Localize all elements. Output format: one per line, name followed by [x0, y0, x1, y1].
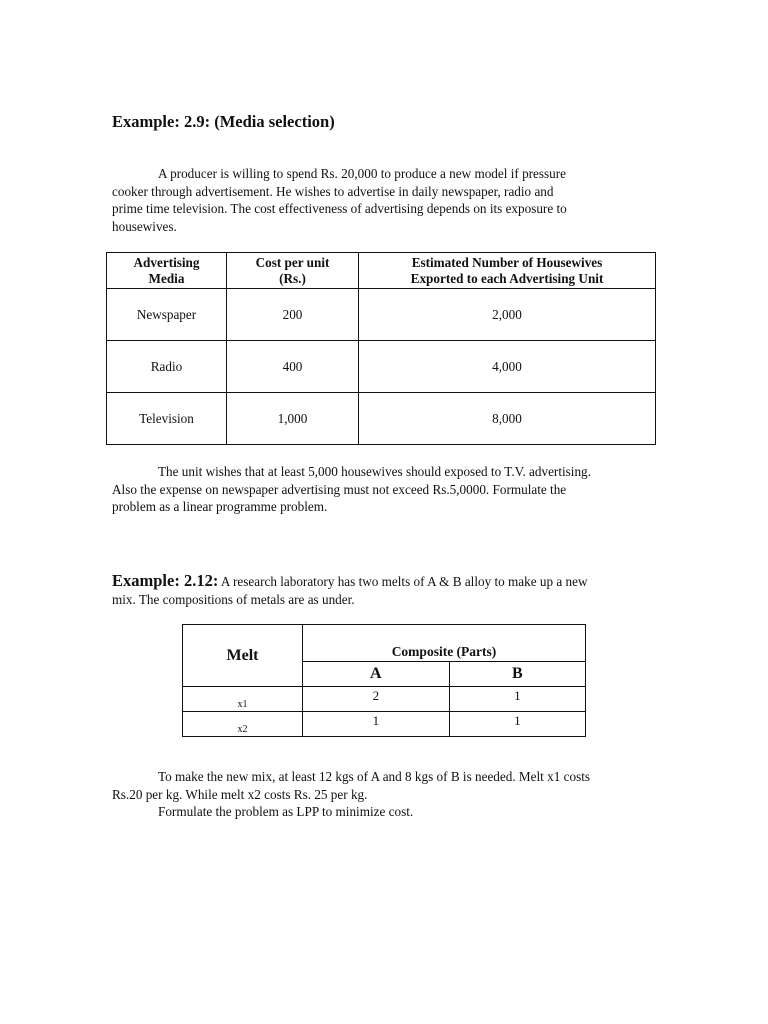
media-cost-table: [106, 252, 656, 445]
table-row: [107, 341, 656, 393]
header-advertising-media: Advertising Media: [107, 253, 227, 289]
example-2-12-requirements-text: [112, 768, 655, 821]
text-line: housewives.: [112, 218, 177, 234]
table-row: [107, 393, 656, 445]
cell-housewives: 8,000: [359, 393, 656, 445]
text-line: mix. The compositions of metals are as under.: [112, 591, 355, 607]
text-line: cooker through advertisement. He wishes to advertise in daily newspaper, radio and: [112, 183, 554, 199]
text-line: Rs.20 per kg. While melt x2 costs Rs. 25 per kg.: [112, 786, 368, 802]
text-line: The unit wishes that at least 5,000 housewives should exposed to T.V. advertising.: [158, 464, 591, 479]
cell-housewives: 2,000: [359, 289, 656, 341]
cell-melt-label: x1: [183, 687, 303, 712]
header-composite-parts: Composite (Parts): [303, 625, 586, 662]
example-2-12-heading: Example: 2.12:: [112, 571, 219, 590]
melt-composition-table: [182, 624, 586, 737]
cell-a: 1: [303, 712, 450, 737]
cell-cost: 1,000: [227, 393, 359, 445]
header-b: B: [449, 662, 585, 687]
table-header-row: [107, 253, 656, 289]
text-line: A research laboratory has two melts of A & B alloy to make up a new: [220, 574, 588, 589]
table-header-row: [183, 625, 586, 662]
cell-cost: 400: [227, 341, 359, 393]
cell-b: 1: [449, 712, 585, 737]
header-cost-per-unit: Cost per unit (Rs.): [227, 253, 359, 289]
example-2-9-heading: Example: 2.9: (Media selection): [112, 112, 335, 131]
example-2-12-intro: [112, 572, 655, 608]
text-line: To make the new mix, at least 12 kgs of A and 8 kgs of B is needed. Melt x1 costs: [158, 769, 590, 784]
text-line: problem as a linear programme problem.: [112, 499, 328, 514]
cell-housewives: 4,000: [359, 341, 656, 393]
table-row: [183, 687, 586, 712]
table-row: [107, 289, 656, 341]
cell-media: Television: [107, 393, 227, 445]
cell-melt-label: x2: [183, 712, 303, 737]
text-line: Formulate the problem as LPP to minimize cost.: [158, 804, 414, 819]
cell-media: Radio: [107, 341, 227, 393]
text-line: prime time television. The cost effectiveness of advertising depends on its exposure to: [112, 201, 567, 216]
example-2-9-constraints-text: [112, 463, 655, 516]
text-line: A producer is willing to spend Rs. 20,000 to produce a new model if pressure: [158, 166, 567, 181]
table-row: [183, 712, 586, 737]
header-estimated-housewives: Estimated Number of Housewives Exported to each Advertising Unit: [359, 253, 656, 289]
cell-cost: 200: [227, 289, 359, 341]
cell-a: 2: [303, 687, 450, 712]
cell-b: 1: [449, 687, 585, 712]
example-2-9-problem-text: [112, 165, 655, 235]
cell-media: Newspaper: [107, 289, 227, 341]
text-line: Also the expense on newspaper advertising must not exceed Rs.5,0000. Formulate the: [112, 481, 567, 497]
header-melt: Melt: [183, 625, 303, 687]
header-a: A: [303, 662, 450, 687]
